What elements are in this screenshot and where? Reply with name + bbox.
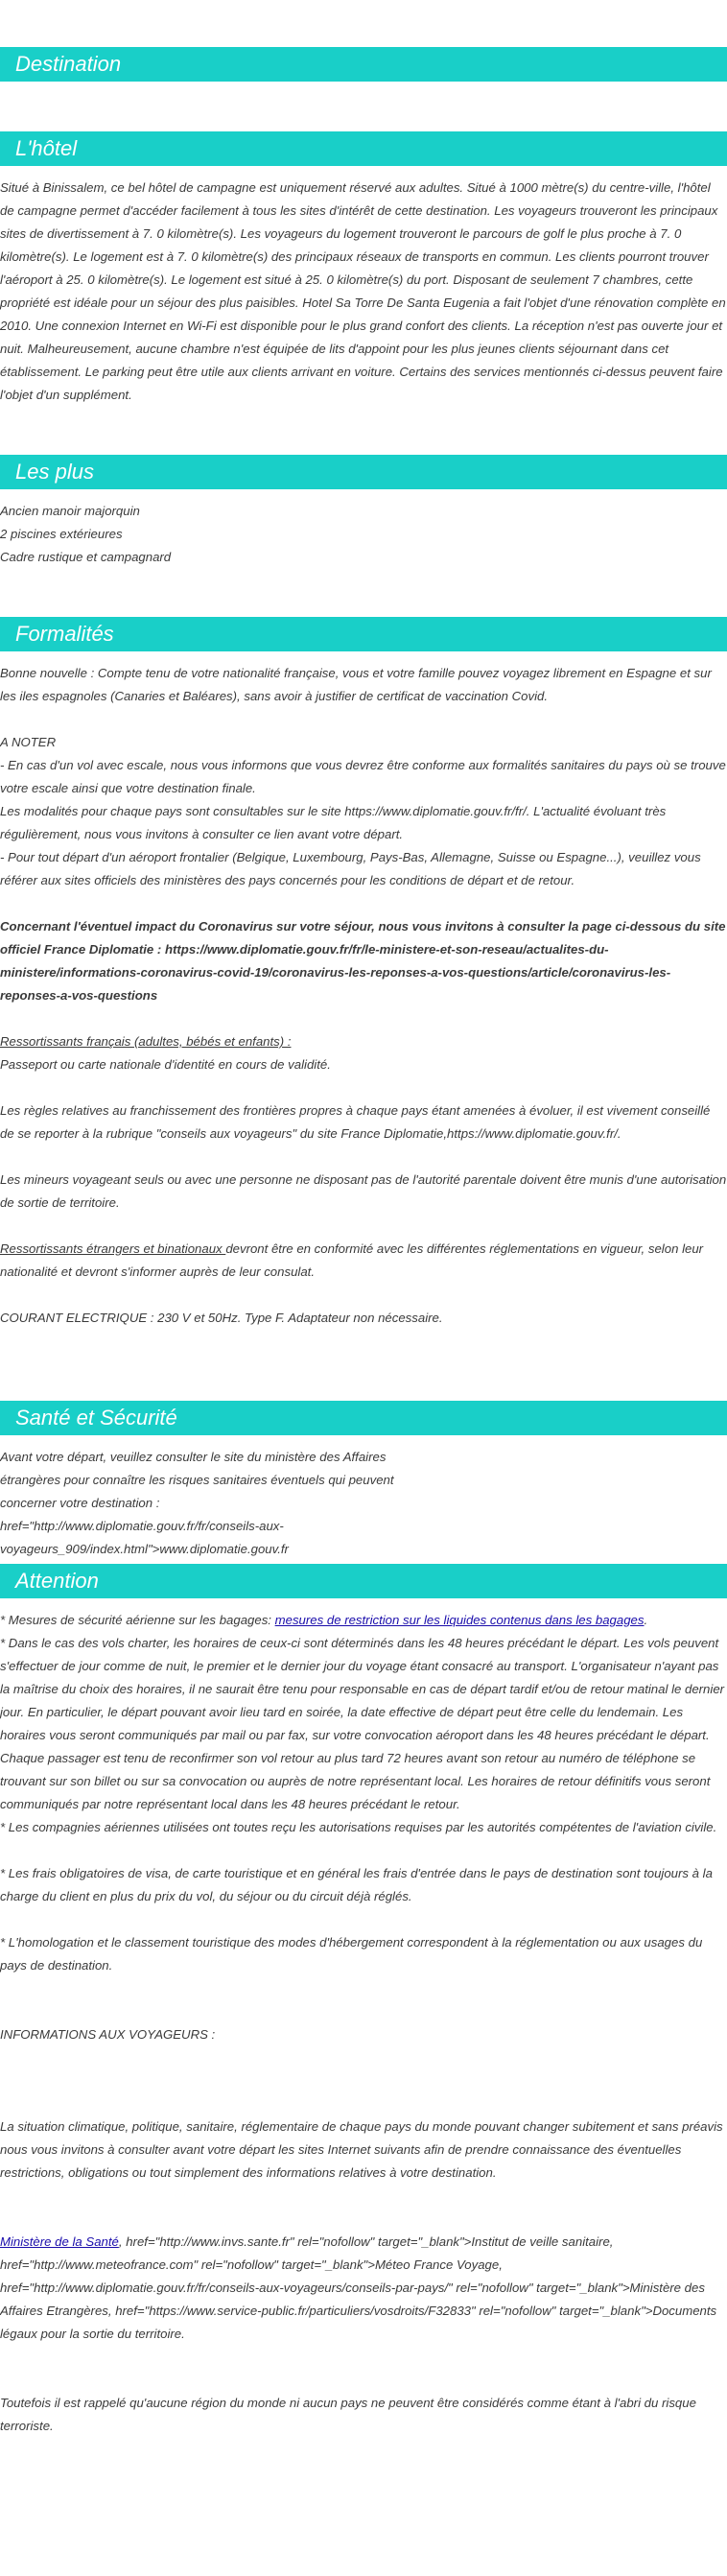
a-noter-frontalier: - Pour tout départ d'un aéroport frontalier (Belgique, Luxembourg, Pays-Bas, Allemagne, Suisse ou Espagne...), veuillez vous référer aux sites officiels des ministères des pays concernés pour les conditions de départ et de retour.: [0, 850, 701, 887]
situation-text: La situation climatique, politique, sanitaire, réglementaire de chaque pays du monde pouvant changer subitement et sans préavis: [0, 2119, 723, 2134]
a-noter-title: A NOTER: [0, 735, 57, 749]
infos-voyageurs-title: INFORMATIONS AUX VOYAGEURS :: [0, 2027, 216, 2042]
bagages-suffix: .: [644, 1613, 648, 1627]
situation-invitation: nous vous invitons à consulter avant votre départ les sites Internet suivants afin de prendre connaissance des éventuelles restrictions, obligations ou tout simplement des informations relatives à votre destination.: [0, 2142, 682, 2180]
list-item: 2 piscines extérieures: [0, 527, 123, 541]
ressortissants-etrangers: [0, 1238, 727, 1284]
section-title-destination: Destination: [0, 47, 727, 82]
frais-text: * Les frais obligatoires de visa, de carte touristique et en général les frais d'entrée dans le pays de destination sont toujours à la charge du client en plus du prix du vol, du séjour ou du circuit déjà réglés.: [0, 1866, 713, 1903]
a-noter-escale: - En cas d'un vol avec escale, nous vous informons que vous devrez être conforme aux formalités sanitaires du pays où se trouve votre escale ainsi que votre destination finale.: [0, 758, 726, 795]
formalites-block: [0, 662, 727, 1330]
list-item: Ancien manoir majorquin: [0, 504, 140, 518]
ressortissants-francais-heading: Ressortissants français (adultes, bébés et enfants) :: [0, 1034, 292, 1049]
courant-electrique: COURANT ELECTRIQUE : 230 V et 50Hz. Type F. Adaptateur non nécessaire.: [0, 1311, 443, 1325]
regles-frontieres: Les règles relatives au franchissement des frontières propres à chaque pays étant amenées à évoluer, il est vivement conseillé de se reporter à la rubrique "conseils aux voyageurs" du site France Diplomatie,https://www.diplomatie.gouv.fr/.: [0, 1103, 711, 1141]
section-title-plus: Les plus: [0, 455, 727, 489]
passeport-text: Passeport ou carte nationale d'identité en cours de validité.: [0, 1057, 331, 1072]
ministere-links: [0, 2231, 727, 2346]
section-title-formalites: Formalités: [0, 617, 727, 651]
compagnies-text: * Les compagnies aériennes utilisées ont toutes reçu les autorisations requises par les autorités compétentes de l'aviation civile.: [0, 1820, 717, 1834]
formalites-intro: Bonne nouvelle : Compte tenu de votre nationalité française, vous et votre famille pouvez voyagez librement en Espagne et sur les iles espagnoles (Canaries et Baléares), sans avoir à justifier de certificat de vaccination Covid.: [0, 666, 712, 703]
bagages-line: [0, 1609, 727, 1632]
bagages-prefix: * Mesures de sécurité aérienne sur les bagages:: [0, 1613, 275, 1627]
coronavirus-notice: Concernant l'éventuel impact du Coronavirus sur votre séjour, nous vous invitons à consulter la page ci-dessous du site officiel France Diplomatie : https://www.diplomatie.gouv.fr/fr/le-ministere-et-son-reseau/actualites-du-ministere/informations-coronavirus-covid-19/coronavirus-les-reponses-a-vos-questions/article/coronavirus-les-reponses-a-vos-questions: [0, 919, 726, 1003]
section-title-hotel: L'hôtel: [0, 131, 727, 166]
section-title-sante: Santé et Sécurité: [0, 1401, 727, 1435]
sante-text: Avant votre départ, veuillez consulter le site du ministère des Affaires étrangères pour connaître les risques sanitaires éventuels qui peuvent concerner votre destination : href="http://www.diplomatie.gouv.fr/fr/conseils-aux-voyageurs_909/index.html">www.diplomatie.gouv.fr: [0, 1450, 394, 1556]
toutefois-text: Toutefois il est rappelé qu'aucune région du monde ni aucun pays ne peuvent être considérés comme étant à l'abri du risque terroriste.: [0, 2396, 696, 2433]
ministere-sante-link[interactable]: Ministère de la Santé: [0, 2234, 119, 2249]
ministere-links-text: , href="http://www.invs.sante.fr" rel="nofollow" target="_blank">Institut de veille sanitaire, href="http://www.meteofrance.com" rel="nofollow" target="_blank">Méteo France Voyage, href="http://www.diplomatie.gouv.fr/fr/conseils-aux-voyageurs/conseils-par-pays/" rel="nofollow" target="_blank">Ministère des Affaires Etrangères, href="https://www.service-public.fr/particuliers/vosdroits/F32833" rel="nofollow" target="_blank">Documents légaux pour la sortie du territoire.: [0, 2234, 717, 2341]
mineurs-text: Les mineurs voyageant seuls ou avec une personne ne disposant pas de l'autorité parentale doivent être munis d'une autorisation de sortie de territoire.: [0, 1172, 727, 1210]
section-title-attention: Attention: [0, 1564, 727, 1598]
plus-list: [0, 500, 727, 569]
sante-block: [0, 1446, 727, 1561]
bagages-restriction-link[interactable]: mesures de restriction sur les liquides contenus dans les bagages: [274, 1613, 645, 1627]
charter-text: * Dans le cas des vols charter, les horaires de ceux-ci sont déterminés dans les 48 heures précédant le départ. Les vols peuvent s'effectuer de jour comme de nuit, le premier et le dernier jour du voyage étant consacré au transport. L'organisateur n'ayant pas la maîtrise du choix des horaires, il ne saurait être tenu pour responsable en cas de départ tardif et/ou de retour matinal le dernier jour. En particulier, le départ pouvant avoir lieu tard en soirée, la date effective de départ peut être celle du lendemain. Les horaires vous seront communiqués par mail ou par fax, sur votre convocation aéroport dans les 48 heures précédant le départ. Chaque passager est tenu de reconfirmer son vol retour au plus tard 72 heures avant son retour au numéro de téléphone se trouvant sur son billet ou sur sa convocation ou auprès de notre représentant local. Les horaires de retour définitifs vous seront communiqués par notre représentant local dans les 48 heures précédant le retour.: [0, 1636, 725, 1811]
ressortissants-etrangers-text: devront être en conformité avec les différentes réglementations en vigueur, selon leur nationalité et devront s'informer auprès de leur consulat.: [0, 1241, 704, 1279]
a-noter-modalites: Les modalités pour chaque pays sont consultables sur le site https://www.diplomatie.gouv.fr/fr/. L'actualité évoluant très régulièrement, nous vous invitons à consulter ce lien avant votre départ.: [0, 804, 667, 841]
list-item: Cadre rustique et campagnard: [0, 550, 172, 564]
ressortissants-etrangers-heading: Ressortissants étrangers et binationaux: [0, 1241, 226, 1256]
homologation-text: * L'homologation et le classement touristique des modes d'hébergement correspondent à la réglementation ou aux usages du pays de destination.: [0, 1935, 703, 1973]
attention-block: [0, 1609, 727, 2438]
hotel-description: Situé à Binissalem, ce bel hôtel de campagne est uniquement réservé aux adultes. Situé à 1000 mètre(s) du centre-ville, l'hôtel de campagne permet d'accéder facilement à tous les sites d'intérêt de cette destination. Les voyageurs trouveront les principaux sites de divertissement à 7. 0 kilomètre(s). Les voyageurs du logement trouveront le parcours de golf le plus proche à 7. 0 kilomètre(s). Le logement est à 7. 0 kilomètre(s) des principaux réseaux de transports en commun. Les clients pourront trouver l'aéroport à 25. 0 kilomètre(s). Le logement est situé à 25. 0 kilomètre(s) du port. Disposant de seulement 7 chambres, cette propriété est idéale pour un séjour des plus paisibles. Hotel Sa Torre De Santa Eugenia a fait l'objet d'une rénovation complète en 2010. Une connexion Internet en Wi-Fi est disponible pour le plus grand confort des clients. La réception n'est pas ouverte jour et nuit. Malheureusement, aucune chambre n'est équipée de lits d'appoint pour les plus jeunes clients séjournant dans cet établissement. Le parking peut être utile aux clients arrivant en voiture. Certains des services mentionnés ci-dessus peuvent faire l'objet d'un supplément.: [0, 180, 726, 402]
hotel-description-block: [0, 177, 727, 407]
